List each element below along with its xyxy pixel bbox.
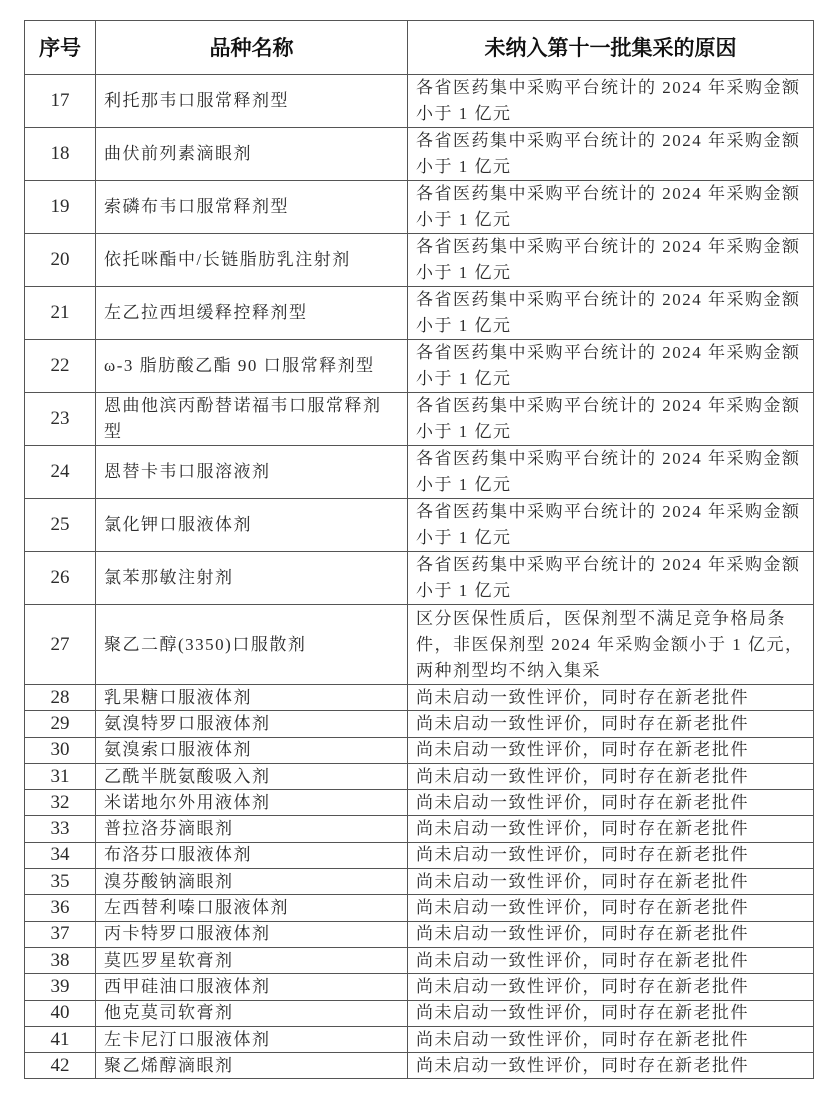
exclusion-reason: 各省医药集中采购平台统计的 2024 年采购金额小于 1 亿元 xyxy=(408,393,814,446)
exclusion-reason: 尚未启动一致性评价，同时存在新老批件 xyxy=(408,737,814,763)
table-row xyxy=(25,446,814,499)
exclusion-reason: 尚未启动一致性评价，同时存在新老批件 xyxy=(408,869,814,895)
drug-name: 恩曲他滨丙酚替诺福韦口服常释剂型 xyxy=(96,393,408,446)
table-row xyxy=(25,75,814,128)
exclusion-reason: 尚未启动一致性评价，同时存在新老批件 xyxy=(408,947,814,973)
table-row xyxy=(25,287,814,340)
exclusion-reason: 尚未启动一致性评价，同时存在新老批件 xyxy=(408,816,814,842)
row-number: 26 xyxy=(25,552,96,605)
row-number: 25 xyxy=(25,499,96,552)
table-row xyxy=(25,790,814,816)
exclusion-reason: 各省医药集中采购平台统计的 2024 年采购金额小于 1 亿元 xyxy=(408,287,814,340)
drug-name: 他克莫司软膏剂 xyxy=(96,1000,408,1026)
table-row xyxy=(25,499,814,552)
row-number: 33 xyxy=(25,816,96,842)
exclusion-reason: 尚未启动一致性评价，同时存在新老批件 xyxy=(408,974,814,1000)
row-number: 37 xyxy=(25,921,96,947)
drug-name: 氨溴索口服液体剂 xyxy=(96,737,408,763)
table-row xyxy=(25,340,814,393)
table-row xyxy=(25,737,814,763)
header-reason: 未纳入第十一批集采的原因 xyxy=(408,21,814,75)
drug-name: 恩替卡韦口服溶液剂 xyxy=(96,446,408,499)
row-number: 22 xyxy=(25,340,96,393)
drug-name: 丙卡特罗口服液体剂 xyxy=(96,921,408,947)
table-row xyxy=(25,234,814,287)
drug-name: 氨溴特罗口服液体剂 xyxy=(96,711,408,737)
row-number: 28 xyxy=(25,685,96,711)
drug-name: 左乙拉西坦缓释控释剂型 xyxy=(96,287,408,340)
table-row xyxy=(25,974,814,1000)
exclusion-reason: 尚未启动一致性评价，同时存在新老批件 xyxy=(408,790,814,816)
exclusion-reason: 各省医药集中采购平台统计的 2024 年采购金额小于 1 亿元 xyxy=(408,340,814,393)
exclusion-reason: 尚未启动一致性评价，同时存在新老批件 xyxy=(408,895,814,921)
row-number: 17 xyxy=(25,75,96,128)
exclusion-reason: 尚未启动一致性评价，同时存在新老批件 xyxy=(408,685,814,711)
row-number: 38 xyxy=(25,947,96,973)
drug-name: 布洛芬口服液体剂 xyxy=(96,842,408,868)
drug-name: 乙酰半胱氨酸吸入剂 xyxy=(96,763,408,789)
table-header-row xyxy=(25,21,814,75)
drug-name: 聚乙烯醇滴眼剂 xyxy=(96,1053,408,1079)
row-number: 35 xyxy=(25,869,96,895)
table-row xyxy=(25,842,814,868)
drug-name: 氯苯那敏注射剂 xyxy=(96,552,408,605)
exclusion-reason: 区分医保性质后，医保剂型不满足竞争格局条件，非医保剂型 2024 年采购金额小于 1 亿元，两种剂型均不纳入集采 xyxy=(408,605,814,685)
table-row xyxy=(25,128,814,181)
row-number: 34 xyxy=(25,842,96,868)
table-row xyxy=(25,763,814,789)
exclusion-reason: 各省医药集中采购平台统计的 2024 年采购金额小于 1 亿元 xyxy=(408,181,814,234)
exclusion-reason: 各省医药集中采购平台统计的 2024 年采购金额小于 1 亿元 xyxy=(408,552,814,605)
exclusion-reason: 各省医药集中采购平台统计的 2024 年采购金额小于 1 亿元 xyxy=(408,499,814,552)
exclusion-reason: 各省医药集中采购平台统计的 2024 年采购金额小于 1 亿元 xyxy=(408,128,814,181)
exclusion-reason: 尚未启动一致性评价，同时存在新老批件 xyxy=(408,711,814,737)
drug-name: 溴芬酸钠滴眼剂 xyxy=(96,869,408,895)
drug-name: 利托那韦口服常释剂型 xyxy=(96,75,408,128)
row-number: 27 xyxy=(25,605,96,685)
table-row xyxy=(25,605,814,685)
header-serial: 序号 xyxy=(25,21,96,75)
drug-name: 依托咪酯中/长链脂肪乳注射剂 xyxy=(96,234,408,287)
table-row xyxy=(25,1000,814,1026)
exclusion-reason: 尚未启动一致性评价，同时存在新老批件 xyxy=(408,842,814,868)
table-row xyxy=(25,947,814,973)
exclusion-reason: 尚未启动一致性评价，同时存在新老批件 xyxy=(408,921,814,947)
exclusion-reason: 尚未启动一致性评价，同时存在新老批件 xyxy=(408,1053,814,1079)
row-number: 19 xyxy=(25,181,96,234)
drug-name: 曲伏前列素滴眼剂 xyxy=(96,128,408,181)
drug-name: 米诺地尔外用液体剂 xyxy=(96,790,408,816)
drug-name: ω-3 脂肪酸乙酯 90 口服常释剂型 xyxy=(96,340,408,393)
exclusion-reason: 尚未启动一致性评价，同时存在新老批件 xyxy=(408,1000,814,1026)
row-number: 42 xyxy=(25,1053,96,1079)
row-number: 41 xyxy=(25,1026,96,1052)
row-number: 20 xyxy=(25,234,96,287)
row-number: 30 xyxy=(25,737,96,763)
row-number: 23 xyxy=(25,393,96,446)
row-number: 29 xyxy=(25,711,96,737)
row-number: 40 xyxy=(25,1000,96,1026)
drug-table xyxy=(24,20,814,1079)
drug-name: 索磷布韦口服常释剂型 xyxy=(96,181,408,234)
table-body xyxy=(25,75,814,1079)
exclusion-reason: 尚未启动一致性评价，同时存在新老批件 xyxy=(408,1026,814,1052)
table-row xyxy=(25,1026,814,1052)
drug-name: 氯化钾口服液体剂 xyxy=(96,499,408,552)
drug-name: 乳果糖口服液体剂 xyxy=(96,685,408,711)
row-number: 21 xyxy=(25,287,96,340)
drug-name: 左西替利嗪口服液体剂 xyxy=(96,895,408,921)
row-number: 24 xyxy=(25,446,96,499)
row-number: 39 xyxy=(25,974,96,1000)
drug-name: 聚乙二醇(3350)口服散剂 xyxy=(96,605,408,685)
table-row xyxy=(25,685,814,711)
table-row xyxy=(25,552,814,605)
exclusion-reason: 各省医药集中采购平台统计的 2024 年采购金额小于 1 亿元 xyxy=(408,234,814,287)
table-row xyxy=(25,181,814,234)
table-row xyxy=(25,895,814,921)
exclusion-reason: 尚未启动一致性评价，同时存在新老批件 xyxy=(408,763,814,789)
table-row xyxy=(25,393,814,446)
drug-name: 西甲硅油口服液体剂 xyxy=(96,974,408,1000)
exclusion-reason: 各省医药集中采购平台统计的 2024 年采购金额小于 1 亿元 xyxy=(408,75,814,128)
table-row xyxy=(25,711,814,737)
table-row xyxy=(25,1053,814,1079)
row-number: 31 xyxy=(25,763,96,789)
drug-name: 左卡尼汀口服液体剂 xyxy=(96,1026,408,1052)
row-number: 18 xyxy=(25,128,96,181)
table-row xyxy=(25,816,814,842)
row-number: 32 xyxy=(25,790,96,816)
drug-name: 普拉洛芬滴眼剂 xyxy=(96,816,408,842)
table-row xyxy=(25,921,814,947)
drug-name: 莫匹罗星软膏剂 xyxy=(96,947,408,973)
row-number: 36 xyxy=(25,895,96,921)
table-row xyxy=(25,869,814,895)
exclusion-reason: 各省医药集中采购平台统计的 2024 年采购金额小于 1 亿元 xyxy=(408,446,814,499)
header-drug-name: 品种名称 xyxy=(96,21,408,75)
